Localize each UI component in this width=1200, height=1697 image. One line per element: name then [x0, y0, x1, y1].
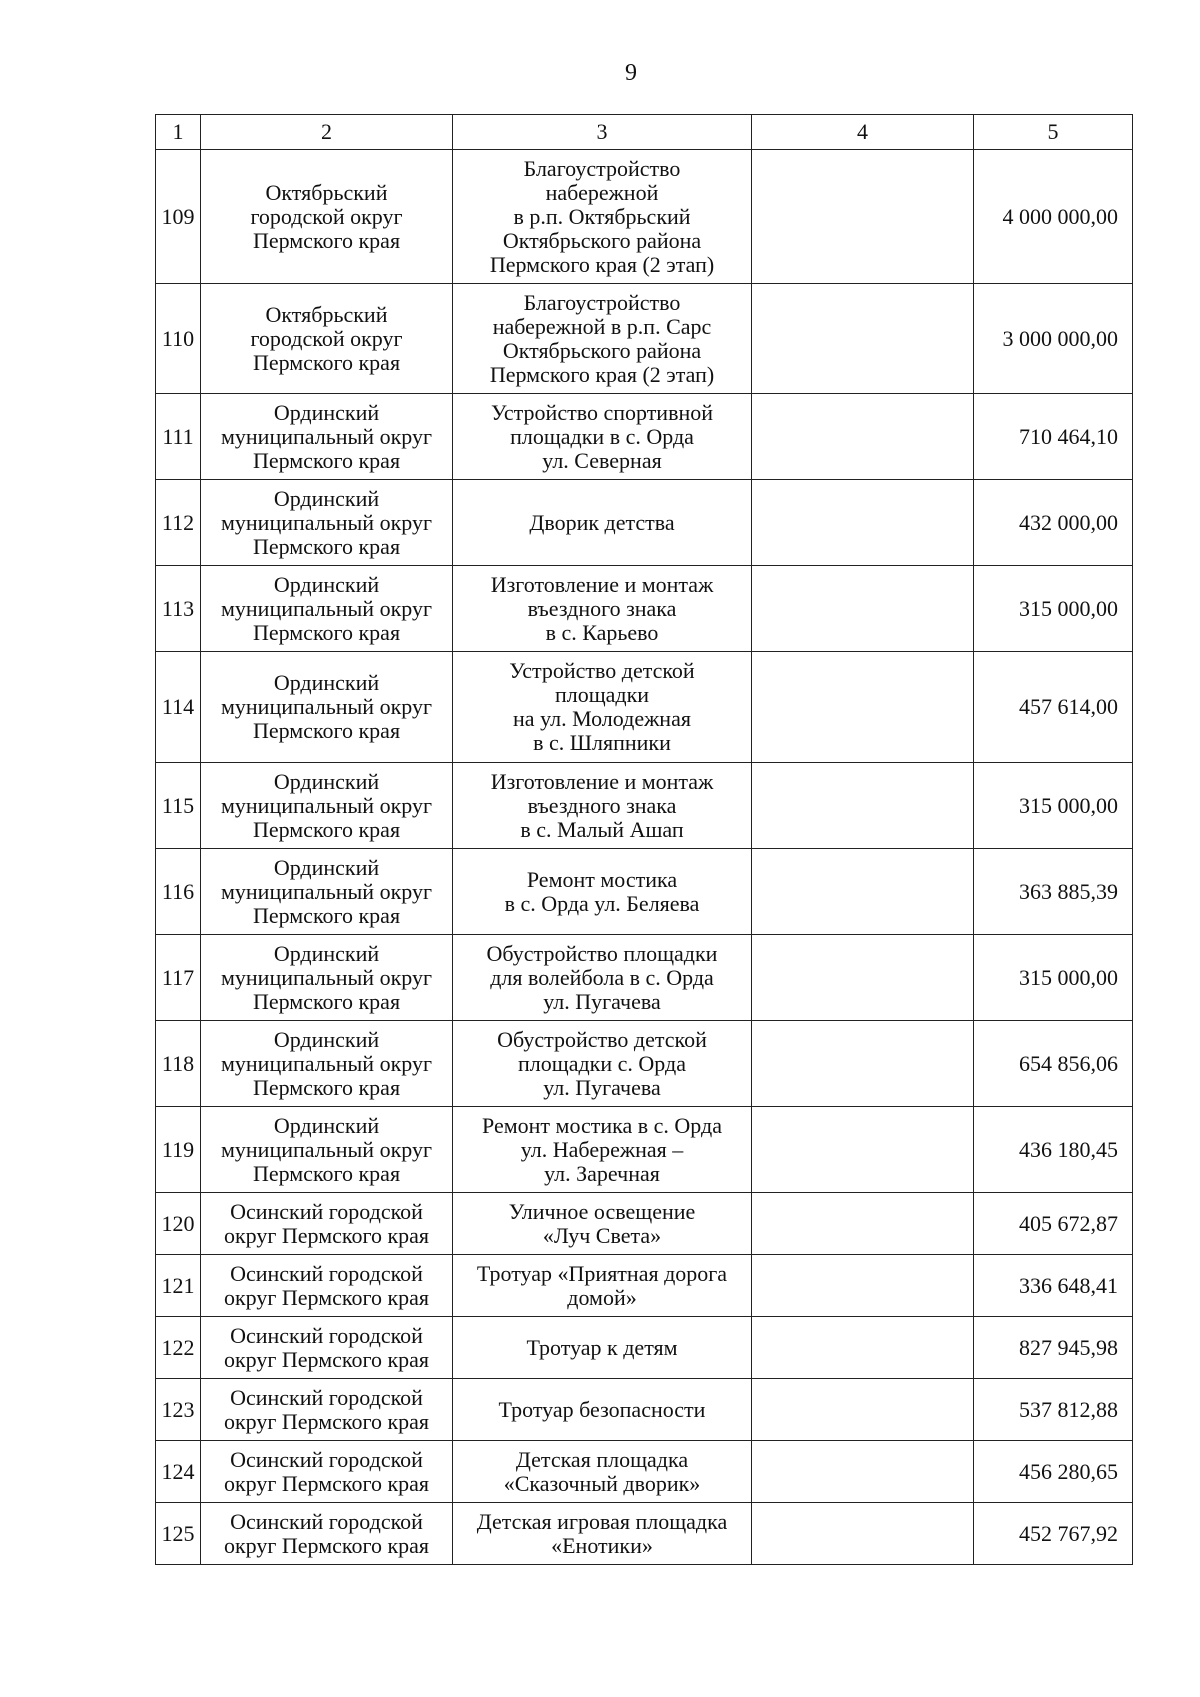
project-line: Пермского края (2 этап): [489, 361, 715, 387]
project-line: Детская игровая площадка: [476, 1508, 728, 1534]
empty-cell: [752, 1255, 974, 1317]
district-line: Ординский: [273, 1026, 380, 1052]
table-row: [156, 480, 1133, 566]
amount-cell: 452 767,92: [974, 1503, 1133, 1565]
empty-cell: [752, 1441, 974, 1503]
table-row: [156, 652, 1133, 763]
district-line: округ Пермского края: [223, 1222, 430, 1248]
district-cell: [201, 1193, 453, 1255]
empty-cell: [752, 652, 974, 763]
district-line: округ Пермского края: [223, 1284, 430, 1310]
project-line: Детская площадка: [515, 1446, 689, 1472]
row-number: 118: [156, 1021, 201, 1107]
amount-cell: 315 000,00: [974, 566, 1133, 652]
project-line: Обустройство площадки: [486, 940, 718, 966]
project-cell: [453, 1193, 752, 1255]
project-line: в с. Шляпники: [533, 730, 671, 755]
table-row: [156, 849, 1133, 935]
district-line: округ Пермского края: [223, 1346, 430, 1372]
project-line: в с. Карьево: [545, 619, 659, 645]
project-line: площадки: [554, 682, 650, 707]
project-line: Октябрьского района: [502, 227, 702, 253]
district-line: Осинский городской: [230, 1446, 423, 1472]
district-line: Осинский городской: [230, 1508, 423, 1534]
district-line: Пермского края: [252, 533, 401, 559]
project-cell: [453, 1379, 752, 1441]
project-line: набережной в р.п. Сарс: [492, 313, 712, 339]
empty-cell: [752, 1503, 974, 1565]
project-line: домой»: [567, 1284, 637, 1310]
empty-cell: [752, 150, 974, 284]
district-cell: [201, 1107, 453, 1193]
table-row: [156, 935, 1133, 1021]
district-cell: [201, 849, 453, 935]
table-row: [156, 1107, 1133, 1193]
amount-cell: 3 000 000,00: [974, 284, 1133, 394]
district-line: городской округ: [250, 325, 403, 351]
district-cell: [201, 1021, 453, 1107]
district-line: Ординский: [273, 571, 380, 597]
project-cell: [453, 1021, 752, 1107]
project-line: Благоустройство: [523, 155, 681, 181]
district-cell: [201, 1255, 453, 1317]
amount-cell: 432 000,00: [974, 480, 1133, 566]
project-line: въездного знака: [527, 595, 677, 621]
project-line: Изготовление и монтаж: [490, 768, 714, 794]
project-line: ул. Заречная: [544, 1160, 660, 1186]
district-cell: [201, 1441, 453, 1503]
district-cell: [201, 935, 453, 1021]
empty-cell: [752, 763, 974, 849]
amount-cell: 4 000 000,00: [974, 150, 1133, 284]
project-line: ул. Пугачева: [543, 1074, 661, 1100]
page-number: 9: [625, 60, 637, 86]
amount-cell: 315 000,00: [974, 763, 1133, 849]
row-number: 109: [156, 150, 201, 284]
empty-cell: [752, 566, 974, 652]
project-line: площадки в с. Орда: [510, 423, 694, 449]
project-line: Ремонт мостика: [526, 866, 678, 892]
project-line: Дворик детства: [529, 509, 675, 535]
table-row: [156, 1317, 1133, 1379]
empty-cell: [752, 1317, 974, 1379]
district-line: Ординский: [273, 670, 380, 695]
row-number: 123: [156, 1379, 201, 1441]
district-line: муниципальный округ: [220, 1050, 432, 1076]
district-line: Осинский городской: [230, 1384, 423, 1410]
project-cell: [453, 480, 752, 566]
header-row: [156, 115, 1133, 150]
project-line: въездного знака: [527, 792, 677, 818]
table-row: [156, 1503, 1133, 1565]
project-line: «Луч Света»: [542, 1222, 662, 1248]
amount-cell: 436 180,45: [974, 1107, 1133, 1193]
header-col-2: 2: [201, 115, 453, 150]
district-line: Пермского края: [252, 902, 401, 928]
amount-cell: 405 672,87: [974, 1193, 1133, 1255]
row-number: 121: [156, 1255, 201, 1317]
district-line: Пермского края: [252, 1160, 401, 1186]
district-line: Октябрьский: [265, 179, 388, 205]
empty-cell: [752, 394, 974, 480]
row-number: 113: [156, 566, 201, 652]
table-row: [156, 1441, 1133, 1503]
project-line: Изготовление и монтаж: [490, 571, 714, 597]
amount-cell: 827 945,98: [974, 1317, 1133, 1379]
project-line: ул. Пугачева: [543, 988, 661, 1014]
district-cell: [201, 566, 453, 652]
district-line: муниципальный округ: [220, 964, 432, 990]
project-line: Тротуар к детям: [526, 1334, 678, 1360]
project-line: Обустройство детской: [497, 1026, 707, 1052]
district-line: муниципальный округ: [220, 423, 432, 449]
district-line: Ординский: [273, 1112, 380, 1138]
amount-cell: 363 885,39: [974, 849, 1133, 935]
district-line: Ординский: [273, 768, 380, 794]
project-line: в с. Орда ул. Беляева: [504, 890, 700, 916]
table-row: [156, 150, 1133, 284]
project-line: в р.п. Октябрьский: [513, 203, 691, 229]
project-line: Благоустройство: [523, 289, 681, 315]
empty-cell: [752, 849, 974, 935]
district-line: Пермского края: [252, 349, 401, 375]
district-line: Пермского края: [252, 227, 401, 253]
empty-cell: [752, 480, 974, 566]
project-line: ул. Северная: [542, 447, 662, 473]
project-cell: [453, 150, 752, 284]
project-line: набережной: [545, 179, 659, 205]
project-line: Пермского края (2 этап): [489, 251, 715, 277]
district-line: городской округ: [250, 203, 403, 229]
amount-cell: 537 812,88: [974, 1379, 1133, 1441]
project-line: «Енотики»: [551, 1532, 653, 1558]
district-line: муниципальный округ: [220, 878, 432, 904]
district-line: Ординский: [273, 854, 380, 880]
project-line: Уличное освещение: [508, 1198, 696, 1224]
amount-cell: 710 464,10: [974, 394, 1133, 480]
row-number: 122: [156, 1317, 201, 1379]
empty-cell: [752, 1379, 974, 1441]
district-cell: [201, 763, 453, 849]
project-cell: [453, 1503, 752, 1565]
district-line: Осинский городской: [230, 1322, 423, 1348]
district-cell: [201, 394, 453, 480]
district-line: Ординский: [273, 399, 380, 425]
project-cell: [453, 1107, 752, 1193]
district-line: Пермского края: [252, 988, 401, 1014]
amount-cell: 315 000,00: [974, 935, 1133, 1021]
district-cell: [201, 652, 453, 763]
table-row: [156, 763, 1133, 849]
project-line: ул. Набережная –: [520, 1136, 684, 1162]
row-number: 112: [156, 480, 201, 566]
row-number: 111: [156, 394, 201, 480]
district-cell: [201, 1317, 453, 1379]
district-line: муниципальный округ: [220, 509, 432, 535]
project-cell: [453, 1255, 752, 1317]
project-cell: [453, 652, 752, 763]
header-col-1: 1: [156, 115, 201, 150]
district-cell: [201, 284, 453, 394]
table-row: [156, 394, 1133, 480]
amount-cell: 457 614,00: [974, 652, 1133, 763]
header-col-5: 5: [974, 115, 1133, 150]
row-number: 117: [156, 935, 201, 1021]
row-number: 116: [156, 849, 201, 935]
district-line: муниципальный округ: [220, 1136, 432, 1162]
amount-cell: 456 280,65: [974, 1441, 1133, 1503]
district-line: округ Пермского края: [223, 1470, 430, 1496]
district-line: округ Пермского края: [223, 1408, 430, 1434]
header-col-4: 4: [752, 115, 974, 150]
empty-cell: [752, 1193, 974, 1255]
district-line: Пермского края: [252, 718, 401, 743]
district-line: муниципальный округ: [220, 792, 432, 818]
project-cell: [453, 566, 752, 652]
project-line: для волейбола в с. Орда: [490, 964, 714, 990]
district-cell: [201, 1503, 453, 1565]
project-line: Октябрьского района: [502, 337, 702, 363]
project-line: Тротуар безопасности: [498, 1396, 706, 1422]
empty-cell: [752, 1021, 974, 1107]
district-line: Осинский городской: [230, 1198, 423, 1224]
district-cell: [201, 150, 453, 284]
row-number: 119: [156, 1107, 201, 1193]
project-cell: [453, 284, 752, 394]
row-number: 110: [156, 284, 201, 394]
district-cell: [201, 1379, 453, 1441]
allocation-table: [155, 114, 1133, 1565]
table-body: [156, 150, 1133, 1565]
district-cell: [201, 480, 453, 566]
project-cell: [453, 935, 752, 1021]
row-number: 115: [156, 763, 201, 849]
row-number: 125: [156, 1503, 201, 1565]
project-cell: [453, 849, 752, 935]
amount-cell: 654 856,06: [974, 1021, 1133, 1107]
district-line: Пермского края: [252, 619, 401, 645]
empty-cell: [752, 1107, 974, 1193]
district-line: Осинский городской: [230, 1260, 423, 1286]
table-row: [156, 1255, 1133, 1317]
district-line: Ординский: [273, 485, 380, 511]
project-line: в с. Малый Ашап: [520, 816, 684, 842]
table-row: [156, 1021, 1133, 1107]
table-row: [156, 1379, 1133, 1441]
amount-cell: 336 648,41: [974, 1255, 1133, 1317]
district-line: Октябрьский: [265, 301, 388, 327]
district-line: Пермского края: [252, 1074, 401, 1100]
project-cell: [453, 1317, 752, 1379]
district-line: Ординский: [273, 940, 380, 966]
project-line: Устройство спортивной: [490, 399, 714, 425]
project-line: Тротуар «Приятная дорога: [476, 1260, 728, 1286]
row-number: 114: [156, 652, 201, 763]
project-cell: [453, 1441, 752, 1503]
row-number: 120: [156, 1193, 201, 1255]
table-row: [156, 1193, 1133, 1255]
project-cell: [453, 763, 752, 849]
district-line: округ Пермского края: [223, 1532, 430, 1558]
project-line: площадки с. Орда: [518, 1050, 686, 1076]
header-col-3: 3: [453, 115, 752, 150]
district-line: муниципальный округ: [220, 694, 432, 719]
table-row: [156, 284, 1133, 394]
district-line: муниципальный округ: [220, 595, 432, 621]
project-line: Устройство детской: [509, 658, 695, 683]
district-line: Пермского края: [252, 816, 401, 842]
table-row: [156, 566, 1133, 652]
row-number: 124: [156, 1441, 201, 1503]
project-line: на ул. Молодежная: [513, 706, 691, 731]
district-line: Пермского края: [252, 447, 401, 473]
empty-cell: [752, 284, 974, 394]
empty-cell: [752, 935, 974, 1021]
project-line: «Сказочный дворик»: [503, 1470, 701, 1496]
project-line: Ремонт мостика в с. Орда: [482, 1112, 722, 1138]
project-cell: [453, 394, 752, 480]
